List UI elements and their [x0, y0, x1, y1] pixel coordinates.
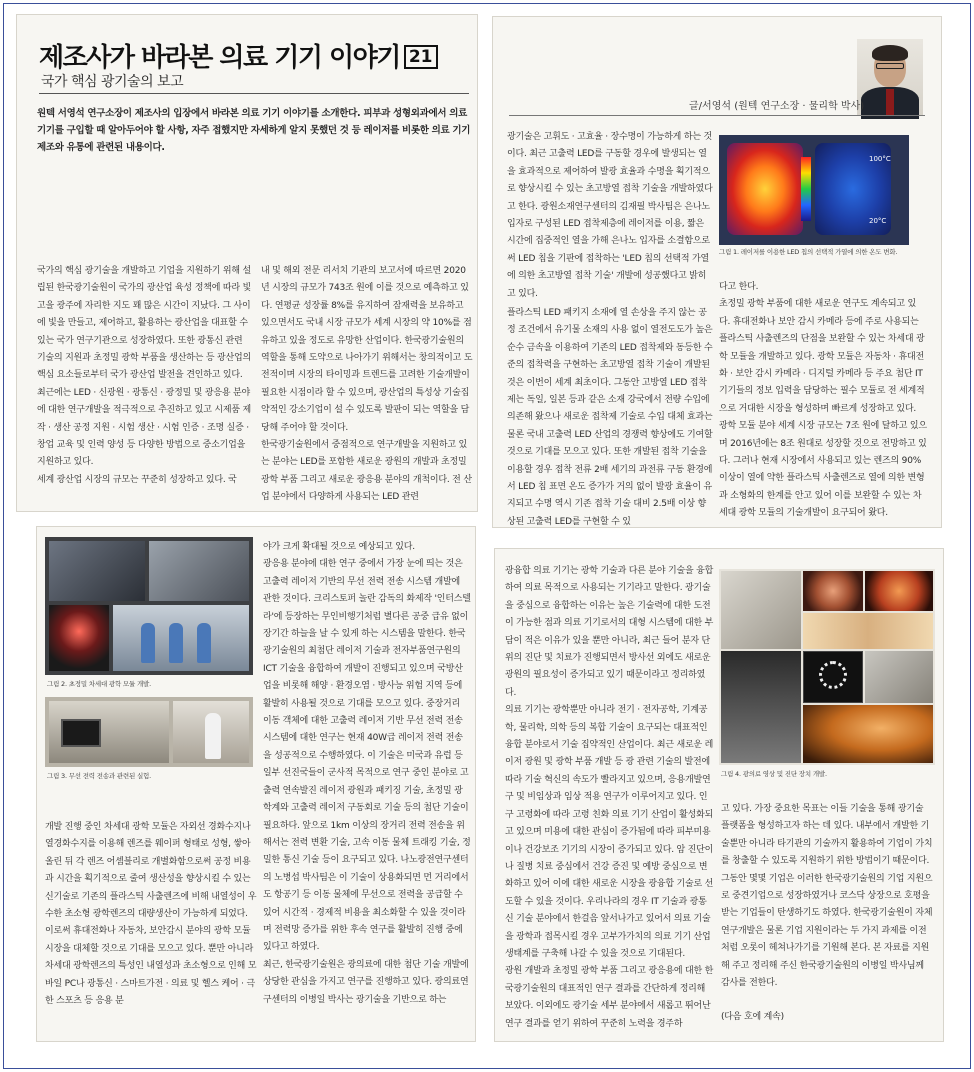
byline-divider	[509, 115, 925, 116]
temperature-label-high: 100°C	[869, 155, 891, 163]
device-photo	[865, 571, 933, 611]
wireless-power-figure	[45, 697, 253, 767]
text-column: 고 있다. 가장 중요한 목표는 이들 기술을 통해 광기술 플랫폼을 형성하고자 하는 데 있다. 내부에서 개발한 기술뿐만 아니라 타기관의 기술까지 활용하여 기업이 가치를 창출할 수 있도록 지원하기 위한 방법이기 때문이다. 그동안 몇몇 기업은 이러한 한국광기술원의 기업 지원으로 중견기업으로 성장하였거나 코스닥 상장으로 호평을 받는 기업들이 탄생하기도 하였다. 한국광기술원이 자체 연구개발은 물론 기업 지원이라는 두 가지 과제를 이전처럼 오롯이 헤쳐나가기를 기원해 본다. 본 자료를 지원해 주고 정리해 주신 한국광기술원의 이병일 박사님께 감사를 전한다.	[721, 804, 933, 989]
title-divider	[39, 93, 469, 94]
led-ring	[819, 661, 847, 689]
researcher-figure	[205, 713, 221, 759]
led-panel	[61, 719, 101, 747]
text-column: 개발 진행 중인 차세대 광학 모듈은 자외선 경화수지나 열경화수지를 이용해 렌즈를 웨이퍼 형태로 성형, 쌓아올린 뒤 각 렌즈 어셈블리로 개별화함으로써 공정 비용과 시간을 획기적으로 줄여 생산성을 향상시킬 수 있는 신기술로 기존의 플라스틱 사출렌즈에 비해 내열성이 우수한 초소형 광학렌즈의 대량생산이 가능하게 되었다. 이로써 휴대전화나 자동차, 보안감시 분야의 광학 모듈 시장을 대체할 것으로 기대를 모으고 있다. 뿐만 아니라 차세대 광학렌즈의 특성인 내열성과 초소형으로 인해 모바일 PC나 광통신 · 스마트가전 · 의료 및 헬스 케어 · 극한 스포츠 등 응용 분	[45, 822, 257, 1007]
text-column: 다고 한다. 초정밀 광학 부품에 대한 새로운 연구도 계속되고 있다. 휴대전화나 보안 감시 카메라 등에 주로 사용되는 플라스틱 사출렌즈의 단점을 보완할 수 있는 차세대 광학 모듈을 개발하고 있다. 광학 모듈은 자동차 · 휴대전화 · 보안 감시 카메라 · 디지털 카메라 등 주요 첨단 IT 기기들의 정보 입력을 담당하는 필수 모듈로 전 세계적으로 거대한 시장을 형성하며 빠르게 성장하고 있다. 광학 모듈 분야 세계 시장 규모는 7조 원에 달하고 있으며 2016년에는 8조 원대로 성장할 것으로 전망하고 있다. 그러나 현재 시장에서 사용되고 있는 렌즈의 90% 이상이 열에 약한 플라스틱 사출렌즈로 열에 의한 변형과 소형화의 한계를 안고 있어 이를 보완할 수 있는 차세대 광학 모듈의 기술개발이 요구되어 왔다.	[719, 282, 927, 519]
optics-lab-figure	[45, 537, 253, 675]
author-panel	[492, 16, 942, 528]
article-lead: 원텍 서영석 연구소장이 제조사의 입장에서 바라본 의료 기기 이야기를 소개한다. 피부과 성형외과에서 의료 기기를 구입할 때 알아두어야 할 사항, 자주 접했지만 자세하게 알지 못했던 것 등 레이저를 비롯한 의료 기기 제조와 유통에 관련된 내용이다.	[37, 108, 471, 153]
figure-caption: 그림 1. 레이저를 이용한 LED 칩의 선택적 가열에 의한 온도 변화.	[719, 248, 898, 256]
figure-caption: 그림 4. 광의료 영상 및 진단 장치 개발.	[721, 770, 827, 778]
text-column: 광융합 의료 기기는 광학 기술과 다른 분야 기술을 융합하여 의료 목적으로 사용되는 기기라고 말한다. 광기술을 중심으로 융합하는 이유는 높은 기술력에 대한 도전이 가능한 점과 의료 기기로서의 대형 시스템에 대한 부담이 적은 이유가 있을 뿐만 아니라, 최근 들어 분자 단위의 진단 및 치료가 진행되면서 방사선 외에도 새로운 광원의 필요성이 증가되고 있기 때문이라고 정리하였다. 의료 기기는 광학뿐만 아니라 전기 · 전자공학, 기계공학, 물리학, 의학 등의 복합 기술이 요구되는 대표적인 융합 분야로서 기술 집약적인 산업이다. 최근 새로운 레이저 광원 및 광학 부품 개발 등 광 관련 기술의 발전에 따라 기술 혁신의 속도가 빨라지고 있으며, 응용개발연구 및 비임상과 임상 적용 연구가 이루어지고 있다. 인구 고령화에 따라 고령 친화 의료 기기 산업이 활성화되고 있으며 미용에 대한 관심이 증가됨에 따라 피부미용이나 건강보조 기기의 시장이 증가되고 있다. 암 진단이나 질병 치료 중심에서 건강 증진 및 예방 중심으로 변화하고 있어 이에 대한 새로운 시장을 광융합 기술로 선도할 수 있을 것이다. 우리나라의 경우 IT 기술과 광통신 기술 분야에서 한걸음 앞서나가고 있어서 의료 기술을 광학과 접목시킬 경우 고부가가치의 의료 기기 산업 생태계를 구축해 나갈 수 있을 것으로 기대된다. 광원 개발과 초정밀 광학 부품 그리고 광응용에 대한 한국광기술원의 대표적인 연구 결과를 간단하게 정리해 보았다. 이외에도 광기술 세부 분야에서 새롭고 뛰어난 연구 결과를 얻기 위하여 꾸준히 노력을 경주하	[505, 566, 714, 1029]
lab-photo	[49, 605, 109, 671]
lab-photo	[149, 541, 249, 601]
device-photo	[803, 571, 863, 611]
thermal-chip-hot	[727, 143, 803, 235]
medical-device-figure	[719, 569, 935, 765]
thermal-image-figure	[719, 135, 909, 245]
lab-photo	[49, 541, 145, 601]
researcher-figure	[169, 623, 183, 663]
article-subtitle: 국가 핵심 광기술의 보고	[41, 74, 184, 90]
next-issue-note: (다음 호에 계속)	[721, 1012, 784, 1022]
researcher-figure	[197, 623, 211, 663]
device-photo	[803, 705, 933, 763]
device-photo	[721, 651, 801, 763]
device-photo	[721, 571, 801, 649]
author-byline: 글/서영석 (원텍 연구소장 · 물리학 박사)	[689, 101, 865, 112]
series-number: 21	[404, 45, 438, 69]
text-column: 플라스틱 LED 패키지 소재에 열 손상을 주지 않는 공정 조건에서 유기물 소재의 사용 없이 열전도도가 높은 순수 금속을 이용하여 기존의 LED 접착제와 동등한 수준의 접착력을 구현하는 초고방열 접착 기술이 개발된 것은 이번이 세계 최초이다. 그동안 고방열 LED 접착제는 독일, 일본 등과 같은 소재 강국에서 전량 수입에 의존해 왔으나 새로운 접착제 기술로 수입 대체 효과는 물론 국내 고출력 LED 산업의 경쟁력 향상에도 기여할 것으로 기대를 모으고 있다. 또한 개발된 접착 기술을 이용할 경우 접착 전류 2배 세기의 과전류 구동 환경에서 LED 칩 표면 온도 증가가 거의 없이 발광 효율이 유지되고 수명 역시 기존 접착 기술 대비 2.5배 이상 향상된 고출력 LED를 구현할 수 있	[507, 308, 713, 527]
text-column: 내 및 해외 전문 리서치 기관의 보고서에 따르면 2020년 시장의 규모가 743조 원에 이를 것으로 예측하고 있다. 연평균 성장률 8%를 유지하여 잠재력을 보유하고 있으면서도 국내 시장 규모가 세계 시장의 약 10%를 점유하고 있을 정도로 유망한 산업이다. 한국광기술원의 역할을 통해 도약으로 나아가기 위해서는 창의적이고 도전적이며 시장의 타이밍과 트렌드를 고려한 기술개발이 필요한 시점이라 할 수 있으며, 광산업의 특성상 기술집약적인 강소기업이 설 수 있도록 발판이 되는 역할을 담당해 주어야 할 것이다. 한국광기술원에서 중점적으로 연구개발을 지원하고 있는 분야는 LED를 포함한 새로운 광원의 개발과 초정밀 광학 부품 그리고 새로운 광응용 분야의 개척이다. 전 산업 분야에서 다양하게 사용되는 LED 관련	[261, 266, 473, 503]
figure-caption: 그림 3. 무선 전력 전송과 관련된 실험.	[47, 772, 151, 780]
temperature-label-low: 20°C	[869, 217, 887, 225]
research-panel	[36, 526, 476, 1042]
device-photo	[865, 651, 933, 703]
author-photo	[857, 39, 923, 115]
medical-panel	[494, 548, 944, 1042]
temperature-scale	[801, 157, 811, 221]
text-column: 국가의 핵심 광기술을 개발하고 기업을 지원하기 위해 설립된 한국광기술원이 국가의 광산업 육성 정책에 따라 빛고을 광주에 자리한 지도 꽤 많은 시간이 지났다. 그 사이에 빛을 만들고, 제어하고, 활용하는 광산업을 대표할 수 있는 국가 연구기관으로 성장하였다. 또한 광통신 관련 기술의 지원과 초정밀 광학 부품을 생산하는 등 광산업의 핵심 요소들로부터 국가 광산업 발전을 견인하고 있다. 최근에는 LED · 신광원 · 광통신 · 광정밀 및 광응용 분야에 대한 연구개발을 적극적으로 추진하고 있고 시제품 제작 · 생산 공정 지원 · 시험 생산 · 시험 인증 · 조명 실증 · 창업 교육 및 인력 양성 등 다양한 방법으로 중소기업을 지원하고 있다. 세계 광산업 시장의 규모는 꾸준히 성장하고 있다. 국	[37, 266, 251, 485]
figure-caption: 그림 2. 초정밀 차세대 광학 모듈 개발.	[47, 680, 151, 688]
text-column: 야가 크게 확대될 것으로 예상되고 있다. 광응용 분야에 대한 연구 중에서 가장 눈에 띄는 것은 고출력 레이저 기반의 무선 전력 전송 시스템 개발에 관한 것이다. 크리스토퍼 놀란 감독의 화제작 '인터스텔라'에 등장하는 무인비행기처럼 별다른 공중 급유 없이 장기간 하늘을 날 수 있게 하는 시스템을 말한다. 한국광기술원의 최첨단 레이저 기술과 전자부품연구원의 ICT 기술을 융합하여 개발이 진행되고 있으며 국방산업을 비롯해 해양 · 환경오염 · 방사능 위험 지역 등에 활발히 사용될 것으로 기대를 모으고 있다. 중장거리 이동 객체에 대한 고출력 레이저 기반 무선 전력 전송 시스템에 대한 연구는 현재 40W급 레이저 전력 전송을 성공적으로 수행하였다. 이 기술은 미국과 유럽 등 일부 선진국들이 군사적 목적으로 연구 중인 분야로 고출력 연속발진 레이저 광원과 패키징 기술, 초정밀 광학계와 고출력 레이저 구동회로 기술 등의 첨단 기술이 필요하다. 앞으로 1km 이상의 장거리 전력 전송을 위해서는 전력 변환 기술, 고속 이동 물체 트래킹 기술, 정밀한 통신 기술 등이 요구되고 있다. 나노광전연구센터의 노병섭 박사팀은 이 기술이 상용화되면 먼 거리에서도 항공기 등 이동 물체에 무선으로 전력을 공급할 수 있어 시간적 · 경제적 비용을 최소화할 수 있을 것이라며 전력망 증가를 위한 후속 연구를 활발히 진행 중에 있다고 하였다. 최근, 한국광기술원은 광의료에 대한 첨단 기술 개발에 상당한 관심을 가지고 연구를 진행하고 있다. 광의료연구센터의 이병일 박사는 광기술을 기반으로 하는	[263, 542, 471, 1005]
researcher-figure	[141, 623, 155, 663]
article-title: 제조사가 바라본 의료 기기 이야기 21	[39, 37, 438, 74]
text-column: 광기술은 고휘도 · 고효율 · 장수명이 가능하게 하는 것이다. 최근 고출력 LED를 구동할 경우에 발생되는 열을 효과적으로 제어하여 발광 효율과 수명을 획기적으로 향상시킬 수 있는 초고방열 접착 기술을 개발하였다고 한다. 광원소재연구센터의 김재필 박사팀은 은나노 입자로 구성된 LED 접착제층에 레이저를 이용, 짧은 시간에 집중적인 열을 가해 은나노 입자를 소결함으로써 LED 칩을 기판에 접착하는 'LED 칩의 선택적 가열에 의한 초고방열 접착 기술' 개발에 성공했다고 밝히고 있다.	[507, 132, 713, 299]
intro-panel	[16, 14, 478, 512]
device-photo	[803, 613, 933, 649]
